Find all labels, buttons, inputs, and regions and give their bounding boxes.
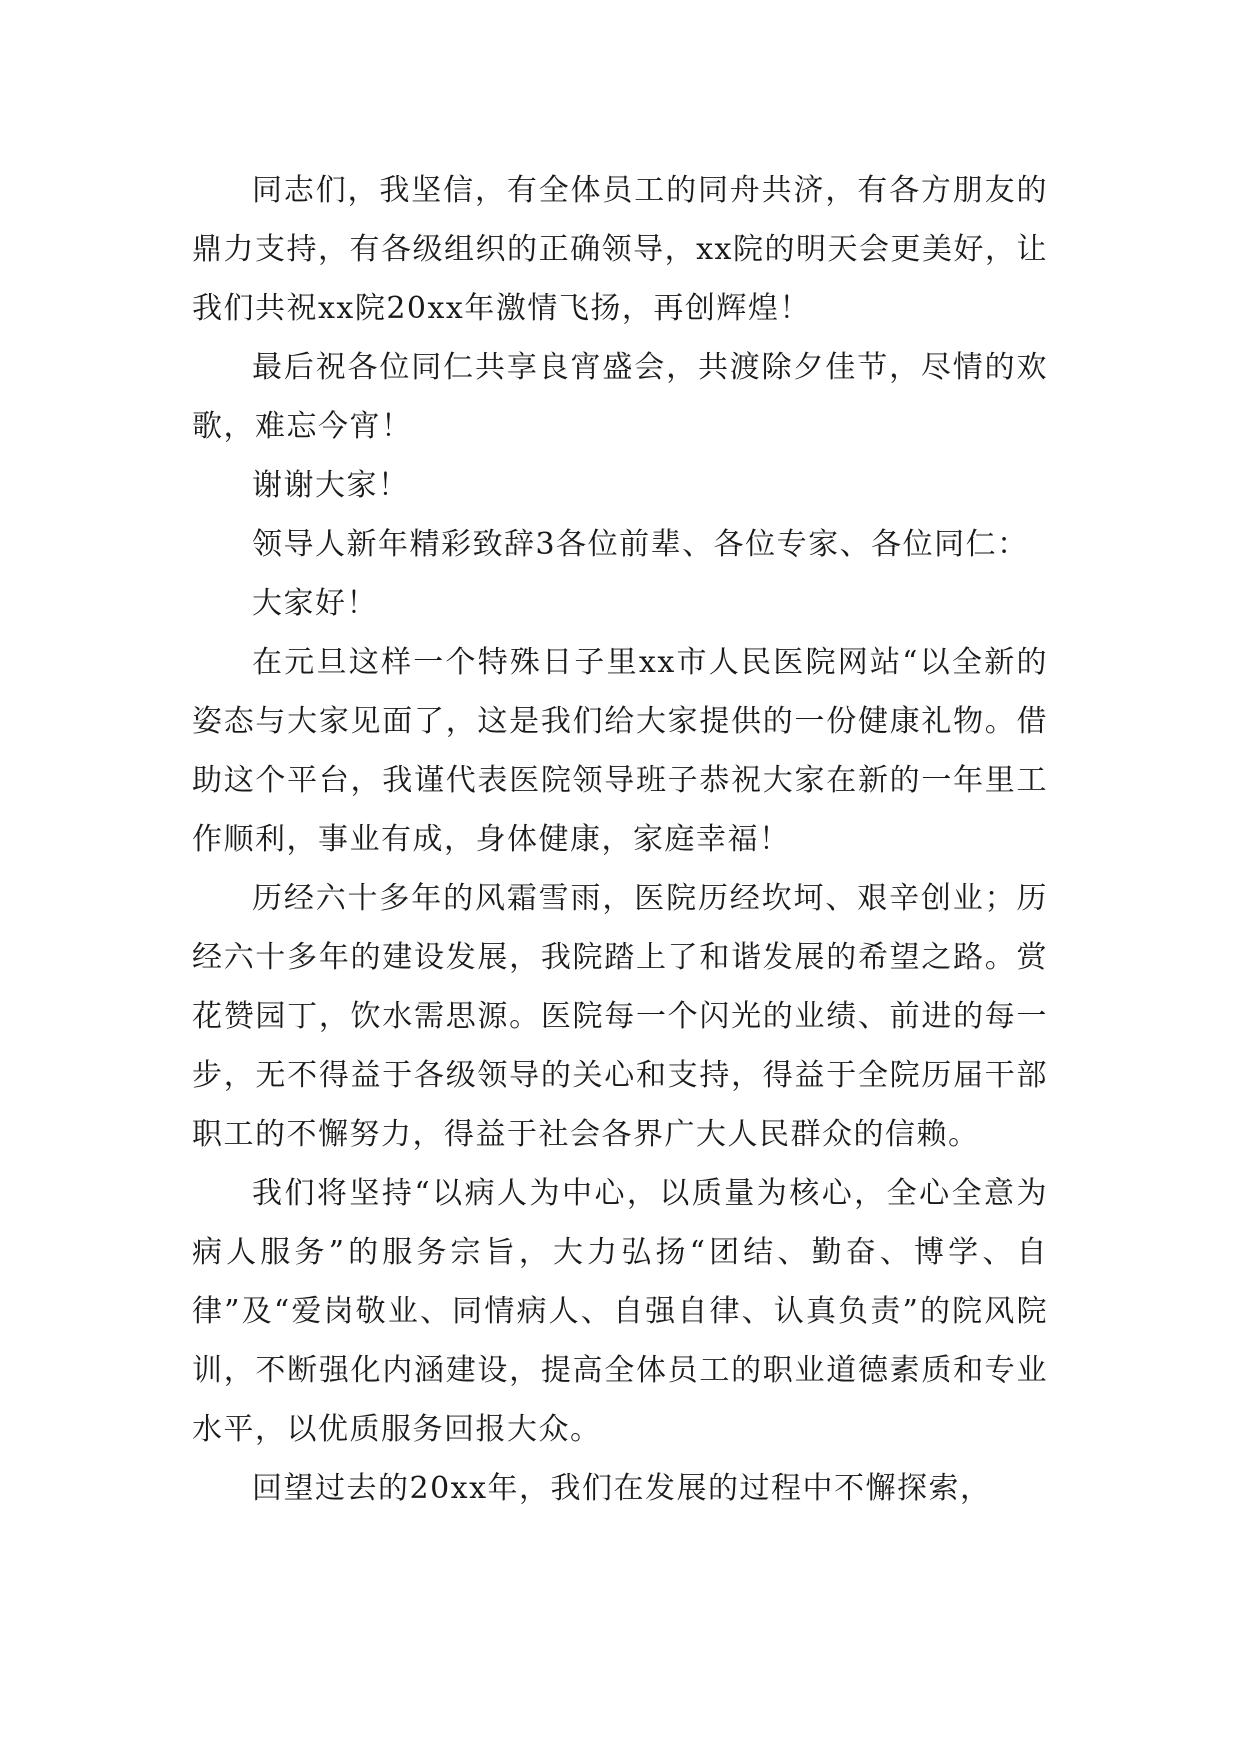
paragraph-year-review: 回望过去的20xx年，我们在发展的过程中不懈探索， (252, 1471, 992, 1506)
paragraph-hospital-history: 历经六十多年的风霜雪雨，医院历经坎坷、艰辛创业；历经六十多年的建设发展，我院踏上了和谐发展的希望之路。赏花赞园丁，饮水需思源。医院每一个闪光的业绩、前进的每一步，无不得益于各级领导的关心和支持，得益于全院历届干部职工的不懈努力，得益于社会各界广大人民群众的信赖。 (192, 881, 1048, 1152)
paragraph-speech-heading: 领导人新年精彩致辞3各位前辈、各位专家、各位同仁： (252, 527, 1029, 562)
paragraph-closing-belief: 同志们，我坚信，有全体员工的同舟共济，有各方朋友的鼎力支持，有各级组织的正确领导，xx院的明天会更美好，让我们共祝xx院20xx年激情飞扬，再创辉煌！ (192, 173, 1048, 326)
document-body (192, 161, 1048, 1518)
paragraph-greeting: 大家好！ (252, 586, 378, 621)
paragraph-website-launch: 在元旦这样一个特殊日子里xx市人民医院网站“以全新的姿态与大家见面了，这是我们给大家提供的一份健康礼物。借助这个平台，我谨代表医院领导班子恭祝大家在新的一年里工作顺利，事业有成，身体健康，家庭幸福！ (192, 645, 1048, 857)
paragraph-service-commitment: 我们将坚持“以病人为中心，以质量为核心，全心全意为病人服务”的服务宗旨，大力弘扬“团结、勤奋、博学、自律”及“爱岗敬业、同情病人、自强自律、认真负责”的院风院训，不断强化内涵建设，提高全体员工的职业道德素质和专业水平，以优质服务回报大众。 (192, 1176, 1048, 1447)
paragraph-new-year-wishes: 最后祝各位同仁共享良宵盛会，共渡除夕佳节，尽情的欢歌，难忘今宵！ (192, 350, 1048, 444)
paragraph-thanks: 谢谢大家！ (252, 468, 410, 503)
